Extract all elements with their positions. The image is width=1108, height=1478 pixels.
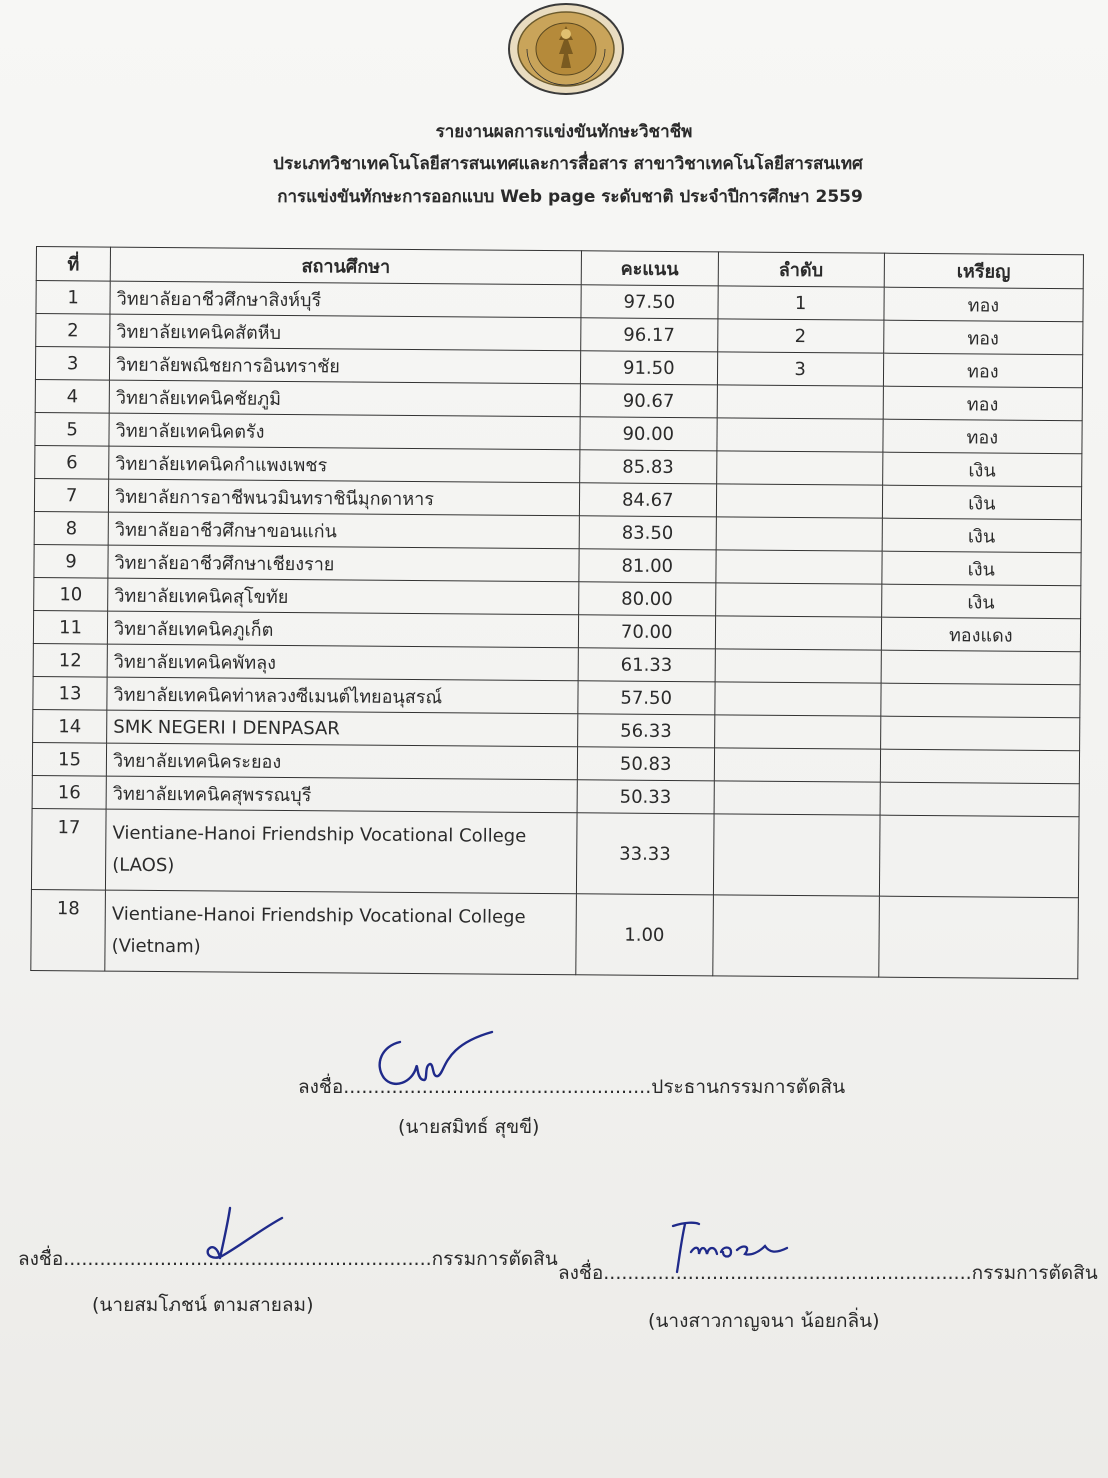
row-no: 16: [32, 775, 106, 809]
institution-line2: (Vietnam): [111, 935, 201, 958]
row-score: 50.83: [577, 747, 714, 781]
judge1-role: กรรมการตัดสิน: [431, 1248, 558, 1270]
row-score: 91.50: [580, 351, 717, 385]
row-score: 56.33: [577, 714, 714, 748]
row-medal: [880, 782, 1080, 817]
row-medal: ทอง: [884, 287, 1084, 322]
sign-label: ลงชื่อ: [18, 1248, 64, 1270]
row-rank: [717, 385, 883, 419]
row-score: 84.67: [579, 483, 716, 517]
judge2-role: กรรมการตัดสิน: [971, 1262, 1098, 1284]
row-institution: วิทยาลัยอาชีวศึกษาเชียงราย: [108, 545, 579, 582]
row-rank: 1: [718, 286, 884, 320]
row-medal: เงิน: [882, 518, 1082, 553]
col-header-medal: เหรียญ: [884, 253, 1084, 289]
row-rank: [716, 451, 882, 485]
row-score: 97.50: [581, 285, 718, 319]
row-no: 1: [36, 281, 110, 315]
row-no: 5: [35, 412, 109, 446]
row-medal: [880, 749, 1080, 784]
row-no: 4: [35, 379, 109, 413]
row-score: 85.83: [580, 450, 717, 484]
row-medal: เงิน: [881, 584, 1081, 619]
col-header-score: คะแนน: [581, 251, 718, 286]
report-competition: การแข่งขันทักษะการออกแบบ Web page ระดับชาติ ประจำปีการศึกษา 2559: [277, 187, 863, 207]
row-no: 17: [31, 808, 106, 890]
row-institution: วิทยาลัยเทคนิคพัทลุง: [107, 644, 578, 681]
col-header-rank: ลำดับ: [718, 252, 884, 287]
row-rank: [716, 517, 882, 551]
row-medal: [879, 815, 1079, 898]
row-institution: [106, 809, 577, 894]
row-no: 18: [31, 889, 106, 971]
row-medal: ทอง: [883, 419, 1083, 454]
row-no: 15: [32, 742, 106, 776]
row-no: 9: [34, 544, 108, 578]
row-rank: [716, 550, 882, 584]
chair-role: ประธานกรรมการตัดสิน: [651, 1076, 846, 1098]
row-no: 2: [36, 314, 110, 348]
sign-dots: ...................................................: [343, 1076, 652, 1098]
row-rank: [714, 781, 880, 815]
row-medal: เงิน: [881, 551, 1081, 586]
judge1-name: (นายสมโภชน์ ตามสายลม): [92, 1294, 314, 1316]
row-institution: วิทยาลัยอาชีวศึกษาขอนแก่น: [108, 512, 579, 549]
row-institution: วิทยาลัยเทคนิคชัยภูมิ: [109, 380, 580, 417]
row-medal: [880, 683, 1080, 718]
row-no: 10: [34, 577, 108, 611]
chair-sign-line: [298, 1072, 845, 1102]
row-institution: วิทยาลัยเทคนิคสุโขทัย: [108, 578, 579, 615]
row-institution: SMK NEGERI I DENPASAR: [107, 710, 578, 747]
sign-dots: .............................................................: [63, 1248, 432, 1270]
institution-line1: Vientiane-Hanoi Friendship Vocational College: [112, 822, 527, 847]
vocational-education-commission-seal: [507, 2, 625, 96]
row-rank: [714, 715, 880, 749]
row-rank: [712, 895, 879, 977]
institution-line2: (LAOS): [112, 854, 175, 877]
row-score: 70.00: [578, 615, 715, 649]
row-rank: [715, 649, 881, 683]
row-rank: [715, 583, 881, 617]
table-row: [31, 808, 1079, 897]
row-rank: 2: [717, 319, 883, 353]
col-header-no: ที่: [36, 247, 110, 282]
report-title: รายงานผลการแข่งขันทักษะวิชาชีพ: [435, 122, 693, 142]
row-institution: วิทยาลัยเทคนิคระยอง: [106, 743, 577, 780]
row-no: 13: [33, 676, 107, 710]
row-score: 33.33: [576, 813, 713, 895]
row-score: 50.33: [577, 780, 714, 814]
sign-label: ลงชื่อ: [298, 1076, 344, 1098]
row-medal: [878, 896, 1078, 979]
row-score: 61.33: [578, 648, 715, 682]
row-medal: [880, 716, 1080, 751]
row-rank: [713, 814, 880, 896]
chair-name: (นายสมิทธ์ สุขขี): [398, 1116, 540, 1138]
row-institution: วิทยาลัยพณิชยการอินทราชัย: [110, 347, 581, 384]
institution-line1: Vientiane-Hanoi Friendship Vocational College: [111, 903, 526, 928]
sign-dots: .............................................................: [603, 1262, 972, 1284]
row-score: 1.00: [576, 894, 713, 976]
row-score: 96.17: [581, 318, 718, 352]
table-row: [31, 889, 1079, 978]
judge2-sign-line: [558, 1258, 1098, 1288]
row-score: 90.67: [580, 384, 717, 418]
sign-label: ลงชื่อ: [558, 1262, 604, 1284]
row-institution: วิทยาลัยอาชีวศึกษาสิงห์บุรี: [110, 281, 581, 318]
row-rank: 3: [717, 352, 883, 386]
row-rank: [714, 748, 880, 782]
row-medal: [881, 650, 1081, 685]
row-score: 83.50: [579, 516, 716, 550]
row-medal: ทอง: [883, 386, 1083, 421]
row-institution: วิทยาลัยเทคนิคตรัง: [109, 413, 580, 450]
row-institution: วิทยาลัยเทคนิคท่าหลวงซีเมนต์ไทยอนุสรณ์: [107, 677, 578, 714]
judge1-sign-line: [18, 1244, 558, 1274]
row-no: 8: [34, 511, 108, 545]
row-institution: วิทยาลัยเทคนิคสัตหีบ: [110, 314, 581, 351]
row-medal: ทอง: [883, 320, 1083, 355]
row-institution: [105, 890, 576, 975]
row-score: 90.00: [580, 417, 717, 451]
row-institution: วิทยาลัยการอาชีพนวมินทราชินีมุกดาหาร: [109, 479, 580, 516]
row-no: 6: [35, 445, 109, 479]
row-rank: [714, 682, 880, 716]
row-score: 57.50: [578, 681, 715, 715]
row-medal: เงิน: [882, 485, 1082, 520]
row-no: 7: [34, 478, 108, 512]
row-score: 80.00: [579, 582, 716, 616]
row-medal: เงิน: [882, 452, 1082, 487]
row-no: 11: [33, 610, 107, 644]
row-rank: [717, 418, 883, 452]
row-no: 14: [33, 709, 107, 743]
results-table: [30, 246, 1084, 979]
row-no: 12: [33, 643, 107, 677]
row-rank: [716, 484, 882, 518]
col-header-institution: สถานศึกษา: [110, 247, 581, 285]
row-medal: ทอง: [883, 353, 1083, 388]
report-category: ประเภทวิชาเทคโนโลยีสารสนเทศและการสื่อสาร สาขาวิชาเทคโนโลยีสารสนเทศ: [273, 154, 863, 174]
row-institution: วิทยาลัยเทคนิคสุพรรณบุรี: [106, 776, 577, 813]
row-rank: [715, 616, 881, 650]
row-institution: วิทยาลัยเทคนิคกำแพงเพชร: [109, 446, 580, 483]
judge2-name: (นางสาวกาญจนา น้อยกลิ่น): [648, 1310, 880, 1332]
row-score: 81.00: [579, 549, 716, 583]
row-institution: วิทยาลัยเทคนิคภูเก็ต: [107, 611, 578, 648]
row-medal: ทองแดง: [881, 617, 1081, 652]
row-no: 3: [35, 347, 109, 381]
